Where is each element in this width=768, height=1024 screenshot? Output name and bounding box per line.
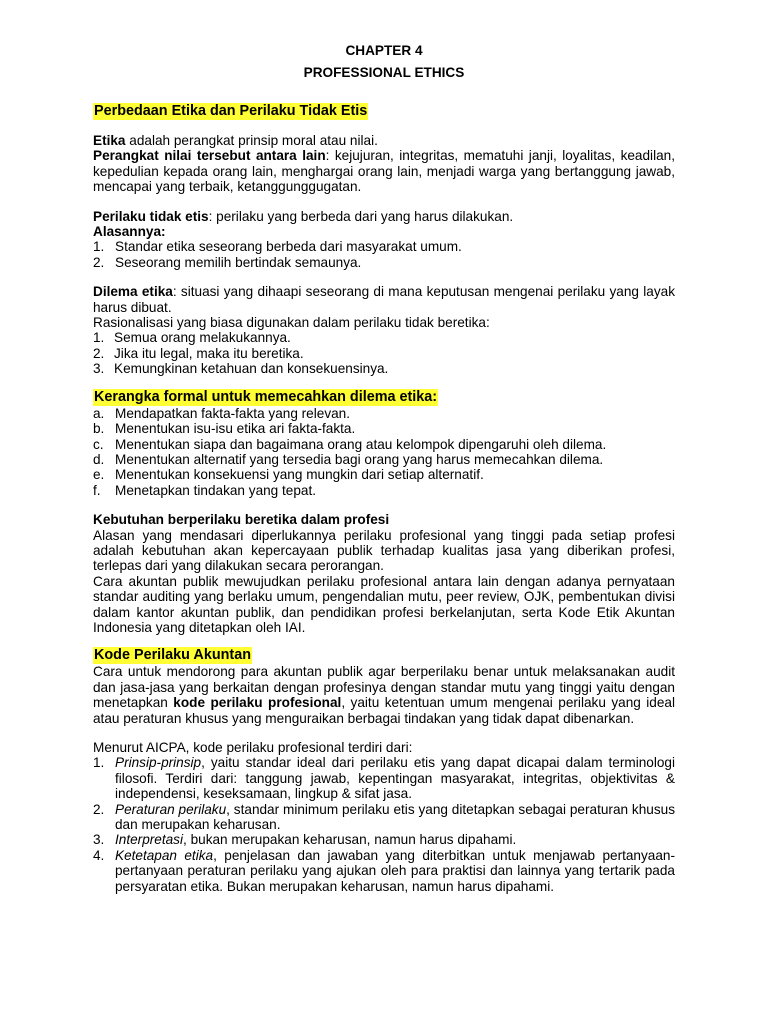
list-text: Menentukan konsekuensi yang mungkin dari setiap alternatif. <box>115 467 484 483</box>
list-item <box>93 239 675 254</box>
kode-paragraph <box>93 664 675 726</box>
list-item <box>93 755 675 801</box>
nilai-text: : kejujuran, integritas, mematuhi janji, loyalitas, keadilan, kepedulian kepada orang lain, menghargai orang lain, menjadi warga yang bertanggung jawab, mencapai yang terbaik, ketanggunggugatan. <box>93 148 675 195</box>
list-text: , yaitu standar ideal dari perilaku etis yang dapat dicapai dalam terminologi filosofi. Terdiri dari: tanggung jawab, kepentingan masyarakat, integritas, objektivitas & independensi, keseksamaan, lingkup & sifat jasa. <box>115 755 675 802</box>
list-item <box>93 421 675 436</box>
section-heading-kerangka: Kerangka formal untuk memecahkan dilema etika: <box>94 388 438 405</box>
aicpa-intro: Menurut AICPA, kode perilaku profesional terdiri dari: <box>93 740 413 755</box>
section-heading-wrap <box>93 389 675 406</box>
list-item <box>93 467 675 482</box>
list-text: Menentukan siapa dan bagaimana orang atau kelompok dipengaruhi oleh dilema. <box>115 436 607 452</box>
list-item <box>93 802 675 833</box>
kerangka-list <box>93 406 675 498</box>
chapter-title: PROFESSIONAL ETHICS <box>303 65 465 80</box>
list-marker: e. <box>93 467 105 483</box>
section-heading-kode: Kode Perilaku Akuntan <box>94 647 251 664</box>
list-text: , standar minimum perilaku etis yang ditetapkan sebagai peraturan khusus dan merupakan keharusan. <box>115 801 675 833</box>
list-text: Menentukan isu-isu etika ari fakta-fakta. <box>115 421 356 437</box>
aicpa-list <box>93 755 675 894</box>
list-marker: 3. <box>93 361 105 377</box>
list-text: Menentukan alternatif yang tersedia bagi orang yang harus memecahkan dilema. <box>115 451 604 467</box>
list-term: Ketetapan etika <box>115 847 214 863</box>
section-heading-kebutuhan: Kebutuhan berperilaku beretika dalam profesi <box>93 512 390 528</box>
list-term: Interpretasi <box>115 832 184 848</box>
list-item <box>93 848 675 894</box>
list-item <box>93 437 675 452</box>
list-item <box>93 483 675 498</box>
rasionalisasi-intro: Rasionalisasi yang biasa digunakan dalam perilaku tidak beretika: <box>93 315 490 331</box>
kebutuhan-paragraph-1: Alasan yang mendasari diperlukannya perilaku profesional yang tinggi pada setiap profesi adalah kebutuhan akan kepercayaan publik terhadap kualitas jasa yang diberikan profesi, terlepas dari yang dilakukan secara perorangan. <box>93 527 675 574</box>
tidak-etis-definition <box>93 209 675 224</box>
list-marker: 2. <box>93 345 105 361</box>
list-marker: 1. <box>93 330 105 346</box>
alasan-heading: Alasannya: <box>93 224 166 240</box>
section-heading-wrap <box>93 103 675 120</box>
list-item <box>93 346 675 361</box>
dilema-text: : situasi yang dihaapi seseorang di mana keputusan mengenai perilaku yang layak harus dibuat. <box>93 284 675 315</box>
list-text: , penjelasan dan jawaban yang diterbitkan untuk menjawab pertanyaan-pertanyaan peraturan perilaku yang ajukan oleh para praktisi dan lainnya yang tertarik pada persyaratan etika. Bukan merupakan keharusan, namun harus dipahami. <box>115 847 675 894</box>
list-text: Semua orang melakukannya. <box>114 330 291 346</box>
list-text: Menetapkan tindakan yang tepat. <box>115 482 317 498</box>
list-marker: 3. <box>93 832 105 848</box>
alasan-list <box>93 239 675 270</box>
dilema-definition <box>93 284 675 315</box>
etika-term: Etika <box>93 133 126 148</box>
tidak-etis-term: Perilaku tidak etis <box>93 208 209 224</box>
list-marker: 1. <box>93 755 105 771</box>
list-marker: f. <box>93 482 101 498</box>
list-item <box>93 832 675 847</box>
list-marker: 1. <box>93 239 105 255</box>
list-marker: d. <box>93 451 105 467</box>
list-marker: 2. <box>93 801 105 817</box>
list-marker: a. <box>93 405 105 421</box>
list-marker: b. <box>93 421 105 437</box>
list-term: Prinsip-prinsip <box>115 755 202 771</box>
kode-text-a: Cara untuk mendorong para akuntan publik agar berperilaku benar untuk melaksanakan audit dan jasa-jasa yang berkaitan dengan profesinya dengan standar mutu yang tinggi yaitu dengan menetapkan <box>93 664 675 711</box>
list-item <box>93 406 675 421</box>
rasionalisasi-list <box>93 330 675 376</box>
nilai-term: Perangkat nilai tersebut antara lain <box>93 148 326 164</box>
etika-definition <box>93 133 675 148</box>
list-text: Mendapatkan fakta-fakta yang relevan. <box>115 405 351 421</box>
list-marker: 2. <box>93 254 105 270</box>
dilema-term: Dilema etika <box>93 284 173 300</box>
list-term: Peraturan perilaku <box>115 801 227 817</box>
list-text: , bukan merupakan keharusan, namun harus dipahami. <box>183 832 517 848</box>
list-item <box>93 255 675 270</box>
list-marker: 4. <box>93 847 105 863</box>
list-item <box>93 452 675 467</box>
list-text: Standar etika seseorang berbeda dari masyarakat umum. <box>115 239 462 255</box>
chapter-number: CHAPTER 4 <box>345 43 423 58</box>
list-text: Kemungkinan ketahuan dan konsekuensinya. <box>114 361 389 377</box>
nilai-paragraph <box>93 148 675 194</box>
section-heading-perbedaan: Perbedaan Etika dan Perilaku Tidak Etis <box>94 103 368 119</box>
tidak-etis-text: : perilaku yang berbeda dari yang harus dilakukan. <box>208 208 514 224</box>
list-text: Jika itu legal, maka itu beretika. <box>114 345 304 361</box>
section-heading-wrap <box>93 647 675 664</box>
list-item <box>93 330 675 345</box>
etika-text: adalah perangkat prinsip moral atau nilai. <box>125 133 378 148</box>
list-marker: c. <box>93 436 104 452</box>
kebutuhan-paragraph-2: Cara akuntan publik mewujudkan perilaku profesional antara lain dengan adanya pernyataan standar auditing yang berlaku umum, pengendalian mutu, peer review, OJK, pembentukan divisi dalam kantor akuntan publik, dan pendidikan profesi berkelanjutan, serta Kode Etik Akuntan Indonesia yang ditetapkan oleh IAI. <box>93 573 675 635</box>
document-body <box>93 40 675 894</box>
list-item <box>93 361 675 376</box>
kode-text-c: , yaitu ketentuan umum mengenai perilaku yang ideal atau peraturan khusus yang menguraikan berbagai tindakan yang tidak dapat dibenarkan. <box>93 695 675 726</box>
list-text: Seseorang memilih bertindak semaunya. <box>115 254 362 270</box>
kode-term: kode perilaku profesional <box>173 695 342 711</box>
